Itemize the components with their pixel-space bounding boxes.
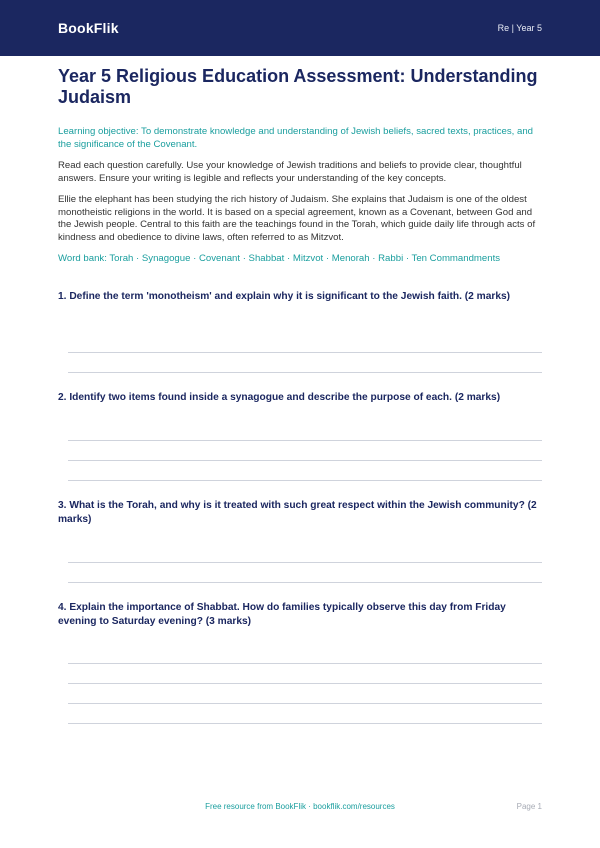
question-3: 3. What is the Torah, and why is it treated with such great respect within the Jewish community? (2 marks) [58,500,537,525]
footer-link[interactable]: Free resource from BookFlik · bookflik.com/resources [205,802,395,811]
answer-line[interactable] [68,683,542,684]
question-1: 1. Define the term 'monotheism' and explain why it is significant to the Jewish faith. (2 marks) [58,291,511,302]
answer-line[interactable] [68,352,542,353]
question-4: 4. Explain the importance of Shabbat. How do families typically observe this day from Friday evening to Saturday evening? (3 marks) [58,602,506,627]
brand-logo[interactable]: BookFlik [58,20,119,36]
question-2: 2. Identify two items found inside a synagogue and describe the purpose of each. (2 marks) [58,392,501,403]
answer-line[interactable] [68,460,542,461]
header-meta: Re | Year 5 [497,23,542,33]
answer-line[interactable] [68,372,542,373]
answer-line[interactable] [68,723,542,724]
instructions: Read each question carefully. Use your knowledge of Jewish traditions and beliefs to provide clear, thoughtful answers. Ensure your writing is legible and reflects your understanding of the key concepts. [58,160,522,184]
page-title: Year 5 Religious Education Assessment: Understanding Judaism [58,66,538,107]
passage: Ellie the elephant has been studying the rich history of Judaism. She explains that Judaism is one of the oldest monotheistic religions in the world. It is based on a special agreement, known as a Covenant, between God and the Jewish people. Central to this faith are the teachings found in the Torah, which guide daily life through acts of kindness and obedience to divine laws, often referred to as Mitzvot. [58,194,536,243]
answer-line[interactable] [68,480,542,481]
worksheet-content [58,66,542,266]
page-number: Page 1 [516,802,542,811]
answer-line[interactable] [68,562,542,563]
answer-line[interactable] [68,703,542,704]
answer-line[interactable] [68,582,542,583]
top-bar [0,0,600,56]
learning-objective: Learning objective: To demonstrate knowledge and understanding of Jewish beliefs, sacred texts, practices, and the significance of the Covenant. [58,126,533,150]
answer-line[interactable] [68,663,542,664]
word-bank: Word bank: Torah · Synagogue · Covenant · Shabbat · Mitzvot · Menorah · Rabbi · Ten Commandments [58,253,501,264]
answer-line[interactable] [68,440,542,441]
